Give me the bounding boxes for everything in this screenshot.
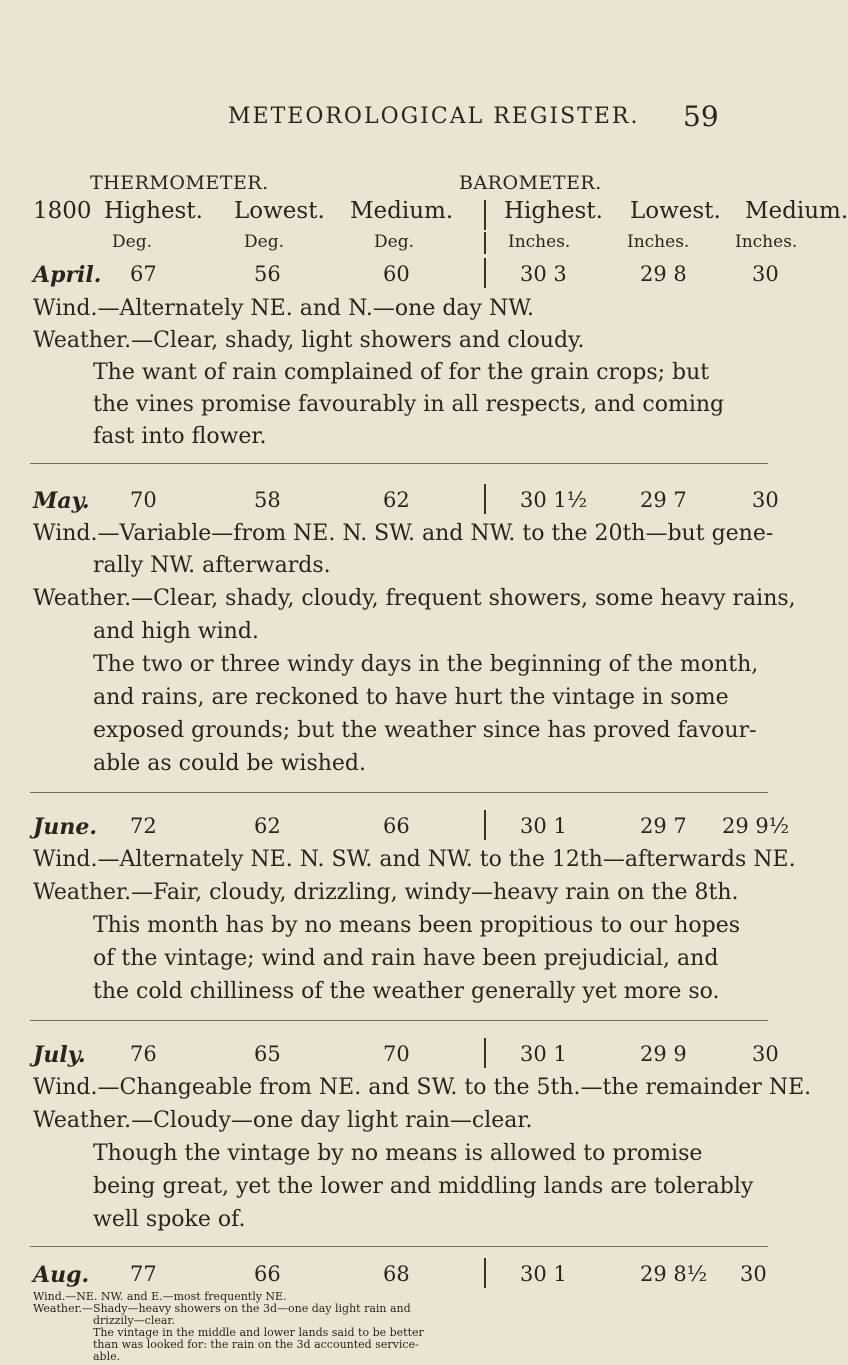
therm-lowest-header: Lowest.	[234, 198, 325, 224]
remark-line: The want of rain complained of for the grain crops; but	[93, 360, 710, 385]
baro-medium-unit: Inches.	[735, 232, 798, 252]
section-rule	[30, 792, 768, 793]
therm-medium-value: 60	[383, 262, 410, 286]
therm-highest-value: 70	[130, 488, 157, 512]
month-name: June.	[33, 814, 98, 840]
baro-lowest-unit: Inches.	[627, 232, 690, 252]
therm-lowest-value: 65	[254, 1042, 281, 1066]
baro-medium-value: 30	[752, 1042, 779, 1066]
baro-medium-value: 30	[740, 1262, 767, 1286]
remark-line: the vines promise favourably in all respects, and coming	[93, 392, 725, 417]
month-row-july	[0, 1042, 800, 1076]
remark-line: being great, yet the lower and middling lands are tolerably	[93, 1174, 754, 1199]
baro-lowest-value: 29 7	[640, 488, 687, 512]
baro-lowest-value: 29 7	[640, 814, 687, 838]
unit-divider	[484, 232, 486, 254]
therm-medium-value: 70	[383, 1042, 410, 1066]
therm-medium-value: 62	[383, 488, 410, 512]
remark-line: and rains, are reckoned to have hurt the vintage in some	[93, 685, 729, 710]
barometer-heading: BAROMETER.	[459, 172, 602, 194]
running-head	[0, 100, 800, 144]
therm-medium-unit: Deg.	[374, 232, 414, 252]
weather-line: Weather.—Clear, shady, cloudy, frequent showers, some heavy rains,	[33, 586, 796, 611]
section-rule	[30, 1020, 768, 1021]
remark-line: well spoke of.	[93, 1207, 246, 1232]
thermometer-heading: THERMOMETER.	[90, 172, 269, 194]
therm-highest-header: Highest.	[104, 198, 203, 224]
remark-line: able.	[93, 1350, 121, 1363]
weather-line: Weather.—Clear, shady, light showers and cloudy.	[33, 328, 585, 353]
month-name: Aug.	[33, 1262, 90, 1288]
baro-lowest-header: Lowest.	[630, 198, 721, 224]
remark-line: This month has by no means been propitious to our hopes	[93, 913, 741, 938]
weather-line: Weather.—Shady—heavy showers on the 3d—one day light rain and	[33, 1302, 411, 1315]
therm-highest-value: 72	[130, 814, 157, 838]
month-name: May.	[33, 488, 90, 514]
wind-line: Wind.—NE. NW. and E.—most frequently NE.	[33, 1290, 287, 1303]
section-rule	[30, 1246, 768, 1247]
therm-highest-value: 77	[130, 1262, 157, 1286]
therm-medium-value: 68	[383, 1262, 410, 1286]
therm-lowest-value: 62	[254, 814, 281, 838]
month-row-april	[0, 262, 800, 296]
therm-lowest-value: 58	[254, 488, 281, 512]
baro-highest-value: 30 1½	[520, 488, 588, 512]
month-row-may	[0, 488, 800, 522]
wind-line: Wind.—Variable—from NE. N. SW. and NW. to the 20th—but gene-	[33, 521, 774, 546]
remark-line: exposed grounds; but the weather since has proved favour-	[93, 718, 757, 743]
remark-line: the cold chilliness of the weather generally yet more so.	[93, 979, 720, 1004]
therm-highest-value: 67	[130, 262, 157, 286]
baro-highest-value: 30 1	[520, 814, 567, 838]
remark-line: The two or three windy days in the beginning of the month,	[93, 652, 759, 677]
therm-lowest-unit: Deg.	[244, 232, 284, 252]
therm-highest-unit: Deg.	[112, 232, 152, 252]
baro-medium-value: 30	[752, 488, 779, 512]
weather-line: Weather.—Cloudy—one day light rain—clear.	[33, 1108, 533, 1133]
baro-highest-unit: Inches.	[508, 232, 571, 252]
weather-line: Weather.—Fair, cloudy, drizzling, windy—heavy rain on the 8th.	[33, 880, 739, 905]
weather-line: drizzily—clear.	[93, 1314, 175, 1327]
row-divider	[484, 1258, 486, 1288]
baro-medium-header: Medium.	[745, 198, 848, 224]
baro-lowest-value: 29 8½	[640, 1262, 708, 1286]
header-divider	[484, 200, 486, 230]
therm-lowest-value: 56	[254, 262, 281, 286]
therm-lowest-value: 66	[254, 1262, 281, 1286]
month-row-june	[0, 814, 800, 848]
baro-lowest-value: 29 8	[640, 262, 687, 286]
remark-line: The vintage in the middle and lower lands said to be better	[93, 1326, 424, 1339]
wind-line: rally NW. afterwards.	[93, 553, 331, 578]
wind-line: Wind.—Alternately NE. and N.—one day NW.	[33, 296, 534, 321]
baro-medium-value: 29 9½	[722, 814, 790, 838]
baro-highest-value: 30 3	[520, 262, 567, 286]
month-name: July.	[33, 1042, 86, 1068]
baro-highest-header: Highest.	[504, 198, 603, 224]
baro-lowest-value: 29 9	[640, 1042, 687, 1066]
row-divider	[484, 1038, 486, 1068]
therm-medium-header: Medium.	[350, 198, 454, 224]
baro-medium-value: 30	[752, 262, 779, 286]
month-name: April.	[33, 262, 102, 288]
weather-line: and high wind.	[93, 619, 259, 644]
therm-highest-value: 76	[130, 1042, 157, 1066]
remark-line: of the vintage; wind and rain have been prejudicial, and	[93, 946, 719, 971]
therm-medium-value: 66	[383, 814, 410, 838]
row-divider	[484, 484, 486, 514]
wind-line: Wind.—Alternately NE. N. SW. and NW. to the 12th—afterwards NE.	[33, 847, 796, 872]
page-number: 59	[683, 100, 719, 133]
baro-highest-value: 30 1	[520, 1042, 567, 1066]
remark-line: than was looked for: the rain on the 3d accounted service-	[93, 1338, 419, 1351]
remark-line: able as could be wished.	[93, 751, 367, 776]
row-divider	[484, 810, 486, 840]
year-label: 1800	[33, 198, 92, 224]
row-divider	[484, 258, 486, 288]
running-title: METEOROLOGICAL REGISTER.	[228, 104, 640, 129]
baro-highest-value: 30 1	[520, 1262, 567, 1286]
wind-line: Wind.—Changeable from NE. and SW. to the 5th.—the remainder NE.	[33, 1075, 812, 1100]
section-rule	[30, 463, 768, 464]
remark-line: Though the vintage by no means is allowed to promise	[93, 1141, 703, 1166]
remark-line: fast into flower.	[93, 424, 267, 449]
